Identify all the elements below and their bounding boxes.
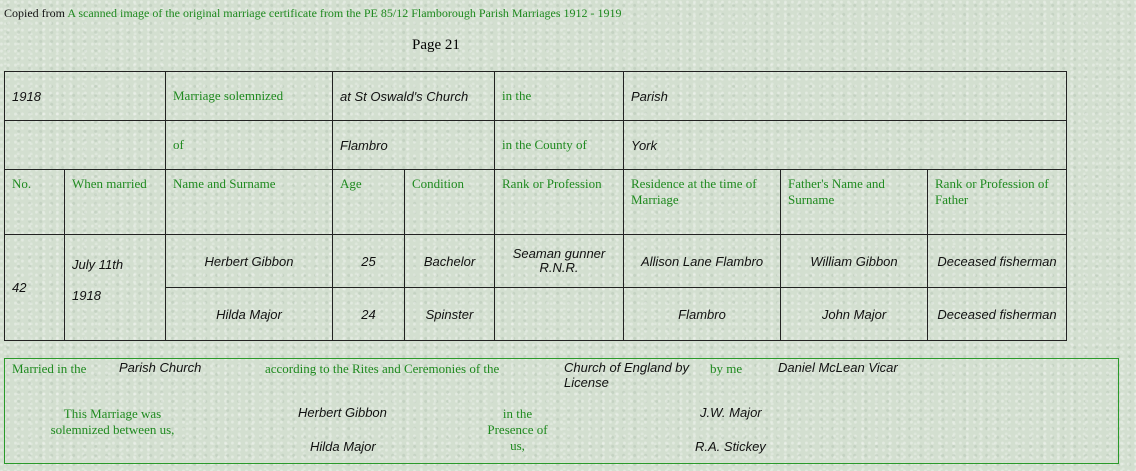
empty-cell (5, 121, 166, 170)
col-header-name: Name and Surname (166, 170, 333, 235)
groom-father-name: William Gibbon (781, 235, 928, 288)
col-header-father-profession: Rank or Profession of Father (928, 170, 1067, 235)
col-header-age: Age (333, 170, 405, 235)
groom-age: 25 (333, 235, 405, 288)
col-header-when-married: When married (65, 170, 166, 235)
col-header-residence: Residence at the time of Marriage (624, 170, 781, 235)
bride-father-profession: Deceased fisherman (928, 288, 1067, 341)
column-header-row (5, 170, 1067, 235)
source-line (4, 6, 622, 21)
entry-date-year: 1918 (72, 288, 101, 303)
entry-date (65, 235, 166, 341)
bride-father-name: John Major (781, 288, 928, 341)
county-label: in the County of (495, 121, 624, 170)
bride-age: 24 (333, 288, 405, 341)
marriage-attestation-box (4, 358, 1119, 464)
presence-label: in the Presence of us, (487, 406, 548, 453)
groom-father-profession: Deceased fisherman (928, 235, 1067, 288)
married-in-value: Parish Church (119, 360, 202, 375)
groom-name: Herbert Gibbon (166, 235, 333, 288)
entry-number: 42 (5, 235, 65, 341)
married-in-label: Married in the (12, 361, 87, 376)
in-the-label: in the (495, 72, 624, 121)
county-value: York (624, 121, 1067, 170)
col-header-profession: Rank or Profession (495, 170, 624, 235)
party-bride: Hilda Major (310, 439, 376, 454)
witness-one: J.W. Major (700, 405, 762, 420)
groom-residence: Allison Lane Flambro (624, 235, 781, 288)
officiant-value: Daniel McLean Vicar (778, 360, 898, 375)
solemnized-between-label: This Marriage was solemnized between us, (50, 406, 175, 437)
register-year: 1918 (5, 72, 166, 121)
by-me-label: by me (710, 361, 743, 376)
parish-value: Parish (624, 72, 1067, 121)
groom-profession: Seaman gunner R.N.R. (495, 235, 624, 288)
table-row (5, 235, 1067, 288)
of-label: of (166, 121, 333, 170)
town-value: Flambro (333, 121, 495, 170)
marriage-register-table (4, 71, 1067, 341)
party-groom: Herbert Gibbon (298, 405, 387, 420)
rites-label: according to the Rites and Ceremonies of the (265, 361, 500, 376)
witness-two: R.A. Stickey (695, 439, 766, 454)
church-value: at St Oswald's Church (333, 72, 495, 121)
source-description: A scanned image of the original marriage certificate from the PE 85/12 Flamborough Parish Marriages 1912 - 1919 (67, 6, 622, 20)
bride-name: Hilda Major (166, 288, 333, 341)
entry-date-day: July 11th (72, 257, 124, 272)
source-prefix: Copied from (4, 6, 65, 20)
bride-condition: Spinster (405, 288, 495, 341)
bride-residence: Flambro (624, 288, 781, 341)
marriage-solemnized-label: Marriage solemnized (166, 72, 333, 121)
bride-profession (495, 288, 624, 341)
page-number: Page 21 (412, 37, 460, 53)
register-row-county (5, 121, 1067, 170)
col-header-condition: Condition (405, 170, 495, 235)
rites-value: Church of England by License (564, 360, 690, 390)
col-header-father-name: Father's Name and Surname (781, 170, 928, 235)
col-header-no: No. (5, 170, 65, 235)
groom-condition: Bachelor (405, 235, 495, 288)
register-row-place (5, 72, 1067, 121)
